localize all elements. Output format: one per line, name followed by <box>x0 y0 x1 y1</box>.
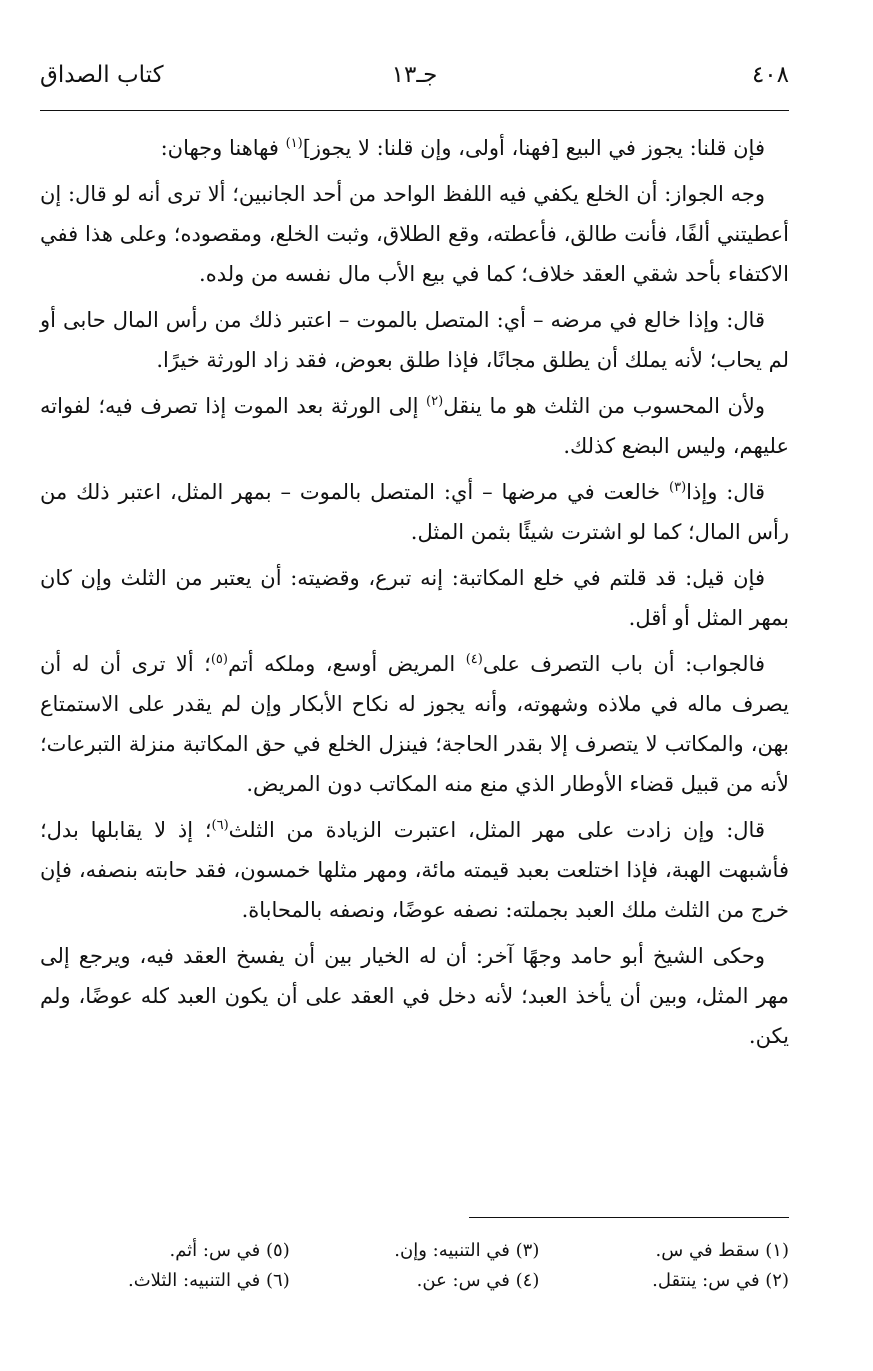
main-text <box>40 128 789 1062</box>
paragraph: وجه الجواز: أن الخلع يكفي فيه اللفظ الواحد من أحد الجانبين؛ ألا ترى أنه لو قال: إن أعطيتني ألفًا، فأنت طالق، فأعطته، وقع الطلاق، وثبت الخلع، ومقصوده؛ وعلى هذا ففي الاكتفاء بأحد شقي العقد خلاف؛ كما في بيع الأب مال نفسه من ولده. <box>40 182 789 286</box>
footnote-ref: (٢) <box>426 394 444 409</box>
footnote: (٦) في التنبيه: الثلاث. <box>127 1270 290 1291</box>
page-number: ٤٠٨ <box>751 62 789 88</box>
footnote-ref: (٣) <box>669 480 687 495</box>
footnote-ref: (٤) <box>465 652 483 667</box>
footnotes <box>40 1236 789 1296</box>
paragraph: وحكى الشيخ أبو حامد وجهًا آخر: أن له الخيار بين أن يفسخ العقد فيه، ويرجع إلى مهر المثل، وبين أن يأخذ العبد؛ لأنه دخل في العقد على أن يكون العبد كله عوضًا، ولم يكن. <box>40 944 789 1048</box>
paragraph: قال: وإذا$^{(٣)}$ خالعت في مرضها – أي: المتصل بالموت – بمهر المثل، اعتبر ذلك من رأس المال؛ كما لو اشترت شيئًا بثمن المثل. <box>40 480 789 544</box>
footnote-ref: (١) <box>285 136 303 151</box>
paragraph: فالجواب: أن باب التصرف على$^{(٤)}$ المريض أوسع، وملكه أتم$^{(٥)}$؛ ألا ترى أن له أن يصرف ماله في ملاذه وشهوته، وأنه يجوز له نكاح الأبكار وإن لم يقدر على الاستمتاع بهن، والمكاتب لا يتصرف إلا بقدر الحاجة؛ فينزل الخلع في حق المكاتبة منزلة التبرعات؛ لأنه من قبيل قضاء الأوطار الذي منع منه المكاتب دون المريض. <box>40 652 789 796</box>
running-header <box>40 62 789 102</box>
footnote: (١) سقط في س. <box>655 1240 789 1261</box>
footnote: (٢) في س: ينتقل. <box>652 1270 789 1291</box>
chapter-title: كتاب الصداق <box>40 62 164 88</box>
footnote: (٥) في س: أثم. <box>169 1240 290 1261</box>
paragraph: قال: وإذا خالع في مرضه – أي: المتصل بالموت – اعتبر ذلك من رأس المال حابى أو لم يحاب؛ لأنه يملك أن يطلق مجانًا، فإذا طلق بعوض، فقد زاد الورثة خيرًا. <box>40 308 789 372</box>
header-rule <box>40 110 789 111</box>
paragraph: ولأن المحسوب من الثلث هو ما ينقل$^{(٢)}$ إلى الورثة بعد الموت إذا تصرف فيه؛ لفواته عليهم، وليس البضع كذلك. <box>40 394 789 458</box>
footnote-row <box>40 1236 789 1266</box>
footnote-ref: (٥) <box>210 652 228 667</box>
paragraph: فإن قلنا: يجوز في البيع [فهنا، أولى، وإن قلنا: لا يجوز]$^{(١)}$ فهاهنا وجهان: <box>160 136 765 160</box>
footnote-row <box>40 1266 789 1296</box>
paragraph: فإن قيل: قد قلتم في خلع المكاتبة: إنه تبرع، وقضيته: أن يعتبر من الثلث وإن كان بمهر المثل أو أقل. <box>40 566 789 630</box>
volume-number: جـ١٣ <box>391 62 438 88</box>
footnote-ref: (٦) <box>211 818 229 833</box>
footnote: (٤) في س: عن. <box>416 1270 540 1291</box>
footnote-rule <box>469 1217 789 1218</box>
footnote: (٣) في التنبيه: وإن. <box>394 1240 540 1261</box>
paragraph: قال: وإن زادت على مهر المثل، اعتبرت الزيادة من الثلث$^{(٦)}$؛ إذ لا يقابلها بدل؛ فأشبهت الهبة، فإذا اختلعت بعبد قيمته مائة، ومهر مثلها خمسون، فقد حابته بنصفه، فإن خرج من الثلث ملك العبد بجملته: نصفه عوضًا، ونصفه بالمحاباة. <box>40 818 789 922</box>
